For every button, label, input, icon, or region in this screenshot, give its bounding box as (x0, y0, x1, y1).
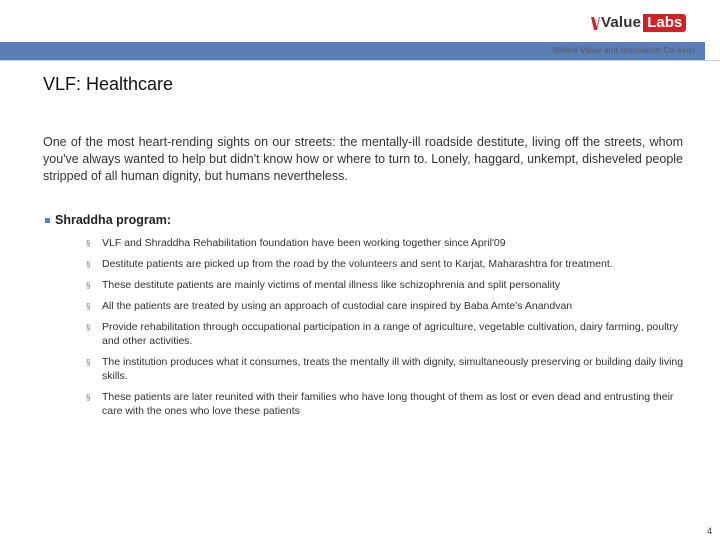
tagline: Where Value and Innovation Co-exist (552, 46, 695, 55)
bullet-marker-icon: § (86, 239, 91, 248)
logo-labs-text: Labs (643, 14, 686, 32)
valuelabs-logo (591, 14, 686, 32)
list-item (86, 236, 686, 250)
intro-paragraph: One of the most heart-rending sights on our streets: the mentally-ill roadside destitute, living off the streets, whom you've always wanted to help but didn't know how or where to turn to. Lonely, haggard, unkempt, disheveled people stripped of all human dignity, but humans nevertheless. (43, 135, 683, 183)
bullet-text: VLF and Shraddha Rehabilitation foundation have been working together since April'09 (102, 237, 506, 249)
header-divider (0, 60, 720, 61)
section-heading (45, 213, 171, 227)
list-item (86, 257, 686, 271)
bullet-marker-icon: § (86, 323, 91, 332)
bullet-text: These patients are later reunited with their families who have long thought of them as lost or even dead and entrusting their care with the ones who love these patients (102, 391, 674, 417)
bullet-marker-icon: § (86, 358, 91, 367)
bullet-marker-icon: § (86, 281, 91, 290)
logo-value-text: Value (601, 14, 642, 31)
page-number: 4 (706, 526, 712, 536)
bullet-text: These destitute patients are mainly victims of mental illness like schizophrenia and split personality (102, 279, 561, 291)
slide-title: VLF: Healthcare (43, 74, 174, 94)
bullet-text: Destitute patients are picked up from the road by the volunteers and sent to Karjat, Maharashtra for treatment. (102, 258, 613, 270)
header-bar-gap (705, 42, 720, 60)
list-item (86, 390, 686, 418)
square-bullet-icon (45, 218, 50, 223)
bullet-marker-icon: § (86, 260, 91, 269)
bullet-text: All the patients are treated by using an approach of custodial care inspired by Baba Amte's Anandvan (102, 300, 573, 312)
bullet-marker-icon: § (86, 302, 91, 311)
bullet-text: The institution produces what it consumes, treats the mentally ill with dignity, simultaneously preserving or building daily living skills. (102, 356, 684, 382)
logo-mark-icon (591, 14, 600, 32)
list-item (86, 355, 686, 383)
list-item (86, 278, 686, 292)
bullet-marker-icon: § (86, 393, 91, 402)
list-item (86, 299, 686, 313)
section-title: Shraddha program: (55, 213, 171, 227)
bullet-text: Provide rehabilitation through occupational participation in a range of agriculture, vegetable cultivation, dairy farming, poultry and other activities. (102, 321, 679, 347)
bullet-list (86, 236, 686, 425)
list-item (86, 320, 686, 348)
